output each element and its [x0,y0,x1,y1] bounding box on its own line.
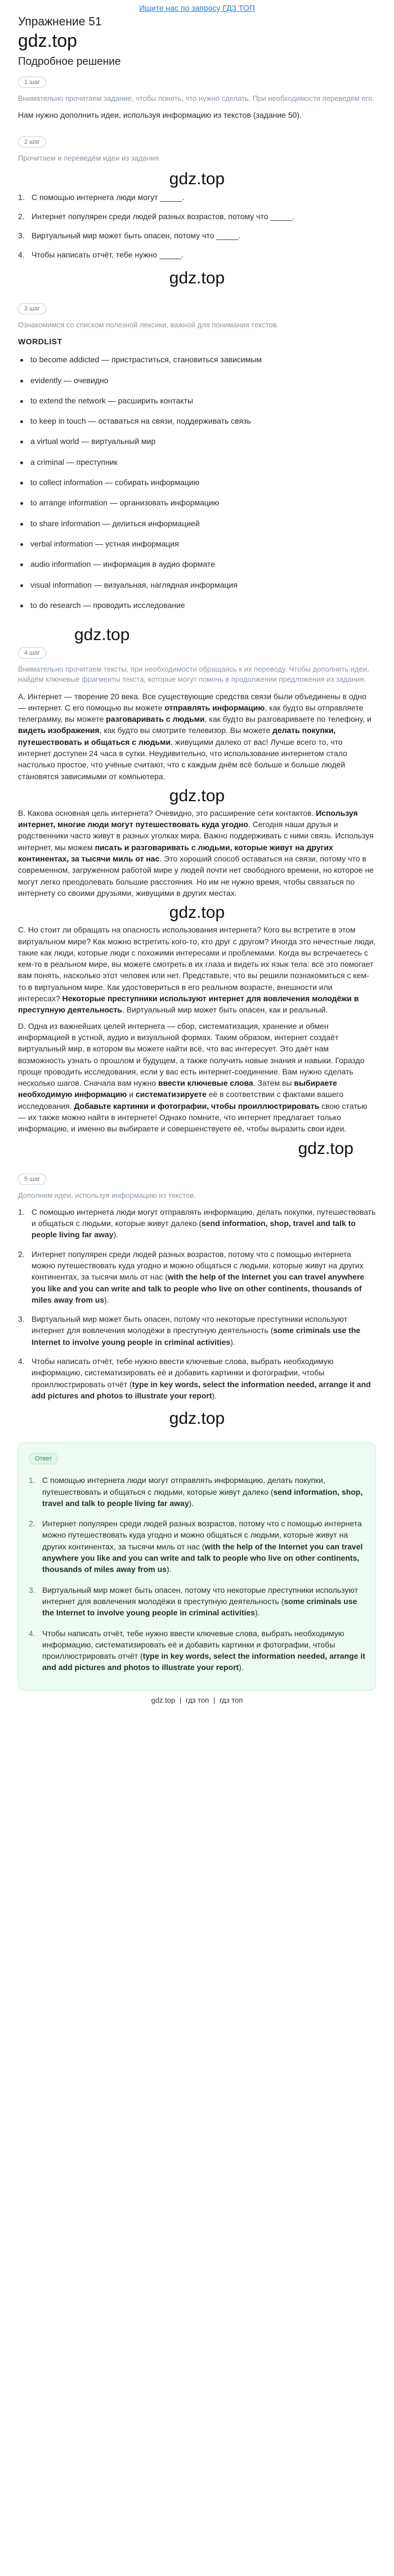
list-item: 4. Чтобы написать отчёт, тебе нужно ввести ключевые слова, выбрать необходимую информацию, систематизировать её и добавить картинки и фотографии, чтобы проиллюстрировать отчёт (type in key words, select the information needed, arrange it and add pictures and photos to illustrate your report). [18,1357,371,1400]
word-item: to do research — проводить исследование [18,599,376,611]
watermark: gdz.top [169,268,225,287]
footer-link[interactable]: gdz.top [151,1695,176,1704]
list-item: 1. С помощью интернета люди могут _____. [18,192,376,203]
list-item: 2. Интернет популярен среди людей разных возрастов, потому что с помощью интернета можно путешествовать куда угодно и можно общаться с людьми, которые живут на других континентах, за тысячи миль от нас (with the help of the Internet you can travel anywhere you like and you can write and talk to people who live on other continents, thousands of miles away from us). [18,1249,365,1304]
step-description: Внимательно прочитаем задание, чтобы понять, что нужно сделать. При необходимости переведём его. [18,94,374,103]
footer-link[interactable]: гдз топ [185,1695,209,1704]
answer-list [29,1474,365,1673]
list-item: 2. Интернет популярен среди людей разных возрастов, потому что с помощью интернета можно путешествовать куда угодно и можно общаться с людьми, которые живут на других континентах, за тысячи миль от нас (with the help of the Internet you can travel anywhere you like and you can write and talk to people who live on other continents, thousands of miles away from us). [29,1519,363,1574]
idea-text: Интернет популярен среди людей разных возрастов, потому что _____. [32,211,295,221]
wordlist [18,354,376,611]
completed-ideas-list [18,1206,376,1401]
answer-box [18,1442,376,1690]
step-badge: 2 шаг [18,136,46,148]
text-paragraph-a: A. Интернет — творение 20 века. Все существующие средства связи были объединены в одно — интернет. С его помощью вы можете отправлять информацию, как будто вы отправляете телеграмму, вы можете разговаривать с людьми, как будто вы разговариваете по телефону, и видеть изображения, как будто вы смотрите телевизор. Вы можете делать покупки, путешествовать и общаться с людьми, живущими далеко от вас! Лучше всего то, что интернет доступен 24 часа в сутки. Неудивительно, что использование интернетом стало настолько простое, что учёные считают, что с каждым днём всё больше и больше людей становятся зависимыми от компьютера. [18,691,371,781]
footer-separator: | [213,1695,216,1704]
watermark: gdz.top [169,1409,225,1428]
watermark: gdz.top [298,1139,353,1158]
step-description: Ознакомимся со списком полезной лексики, важной для понимания текстов. [18,320,279,329]
word-item: a virtual world — виртуальный мир [18,436,376,447]
ideas-list [18,192,376,261]
solution-heading: Подробное решение [18,56,121,68]
step-2 [18,135,376,287]
word-item: evidently — очевидно [18,375,376,386]
word-item: to collect information — собирать информацию [18,477,376,488]
list-item: 2. Интернет популярен среди людей разных возрастов, потому что _____. [18,211,376,222]
exercise-title: Упражнение 51 [18,15,102,28]
answer-badge: Ответ [29,1453,58,1464]
watermark: gdz.top [74,625,130,645]
word-item: visual information — визуальная, наглядная информация [18,579,376,590]
step-description: Внимательно прочитаем тексты, при необходимости обращаясь к их переводу. Чтобы дополнить идеи, найдём ключевые фрагменты текста, которые могут помочь в продолжении предложения из задания. [18,665,369,684]
word-item: audio information — информация в аудио формате [18,558,376,570]
list-item: 3. Виртуальный мир может быть опасен, потому что некоторые преступники используют интернет для вовлечения молодёжи в преступную деятельность (some criminals use the Internet to involve young people in criminal activities). [29,1585,359,1618]
step-text: Нам нужно дополнить идеи, используя информацию из текстов (задание 50). [18,110,302,120]
idea-text: С помощью интернета люди могут _____. [32,192,185,202]
word-item: a criminal — преступник [18,456,376,468]
text-paragraph-b: B. Какова основная цель интернета? Очевидно, это расширение сети контактов. Используя интернет, многие люди могут путешествовать куда угодно. Сегодня наши друзья и родственники часто живут в разных уголках мира. Важно поддерживать с ними связь. Используя интернет, мы можем писать и разговаривать с людьми, которые живут на других континентах, за тысячи миль от нас. Это хороший способ оставаться на связи, потому что в современном, загруженном работой мире у людей почти нет свободного времени, но которое не могут легко преодолевать большие расстояния. Но им не нужно время, чтобы связаться по интернету со своими друзьями, живущими в других местах. [18,808,374,898]
watermark: gdz.top [169,169,225,188]
watermark: gdz.top [169,786,225,805]
list-item: 1. С помощью интернета люди могут отправлять информацию, делать покупки, путешествовать и общаться с людьми, которые живут далеко (send information, shop, travel and talk to people living far away). [29,1476,363,1508]
top-search-link[interactable]: Ищите нас по запросу ГДЗ ТОП [139,3,255,12]
step-1 [18,75,376,121]
word-item: to keep in touch — оставаться на связи, поддерживать связь [18,415,376,427]
word-item: verbal information — устная информация [18,538,376,549]
word-item: to arrange information — организовать информацию [18,497,376,508]
word-item: to extend the network — расширить контакты [18,395,376,406]
list-item: 3. Виртуальный мир может быть опасен, потому что некоторые преступники используют интернет для вовлечения молодёжи в преступную деятельность (some criminals use the Internet to involve young people in criminal activities). [18,1314,361,1347]
list-item: 4. Чтобы написать отчёт, тебе нужно ввести ключевые слова, выбрать необходимую информацию, систематизировать её и добавить картинки и фотографии, чтобы проиллюстрировать отчёт (type in key words, select the information needed, arrange it and add pictures and photos to illustrate your report). [29,1628,365,1672]
idea-text: Виртуальный мир может быть опасен, потому что _____. [32,231,241,241]
step-4 [18,646,376,1157]
step-3 [18,302,376,611]
word-item: to become addicted — пристраститься, становиться зависимым [18,354,376,365]
step-badge: 5 шаг [18,1174,46,1185]
step-badge: 1 шаг [18,77,46,88]
list-item: 4. Чтобы написать отчёт, тебе нужно _____. [18,249,376,260]
wordlist-heading: WORDLIST [18,336,62,346]
watermark: gdz.top [169,903,225,922]
list-item: 3. Виртуальный мир может быть опасен, потому что _____. [18,230,376,241]
text-paragraph-d: D. Одна из важнейших целей интернета — сбор, систематизация, хранение и обмен информацией в устной, аудио и визуальной формах. Таким образом, интернет создаёт виртуальный мир, в котором вы можете найти всё, что вас интересует. Это даёт нам возможность узнать о прошлом и будущем, а также получить новые знания и навыки. Гораздо проще проводить исследования, если у вас есть интернет-соединение. Вам нужно сделать несколько шагов. Сначала вам нужно ввести ключевые слова. Затем вы выбираете необходимую информацию и систематизируете её в соответствии с фактами вашего исследования. Добавьте картинки и фотографии, чтобы проиллюстрировать свою статью — их также можно найти в интернете! Однако помните, что интернет предлагает только информацию, и именно вы выбираете и совершенствуете её, чтобы выразить свои идеи. [18,1021,368,1134]
step-5 [18,1172,376,1428]
site-name: gdz.top [18,30,77,51]
list-item: 1. С помощью интернета люди могут отправлять информацию, делать покупки, путешествовать и общаться с людьми, которые живут далеко (send information, shop, travel and talk to people living far away). [18,1207,376,1240]
step-badge: 4 шаг [18,647,46,659]
step-description: Дополним идеи, используя информацию из текстов. [18,1191,196,1200]
word-item: to share information — делиться информацией [18,518,376,529]
idea-text: Чтобы написать отчёт, тебе нужно _____. [32,250,183,260]
footer-links [18,1695,376,1706]
text-paragraph-c: C. Но стоит ли обращать на опасность использования интернета? Кого вы встретите в этом виртуальном мире? Как можно встретить кого-то, кто друг с другом? Иногда это нечестные люди, такие как люди, которые люди с похожими интересами и проблемами. Когда вы встречаетесь с кем-то в реальном мире, вы можете смотреть в их глаза и видеть их язык тела: всё это помогает вам понять, насколько этот человек или нет. Представьте, что вы решили познакомиться с кем-то в виртуальном мире. Как удостовериться в его реальном возрасте, внешности или интересах? Некоторые преступники используют интернет для вовлечения молодёжи в преступную деятельность. Виртуальный мир может быть опасен, как и реальный. [18,925,376,1015]
footer-link[interactable]: гдз топ [219,1695,243,1704]
step-badge: 3 шаг [18,303,46,314]
step-description: Прочитаем и переведём идеи из задания. [18,154,161,163]
footer-separator: | [179,1695,182,1704]
